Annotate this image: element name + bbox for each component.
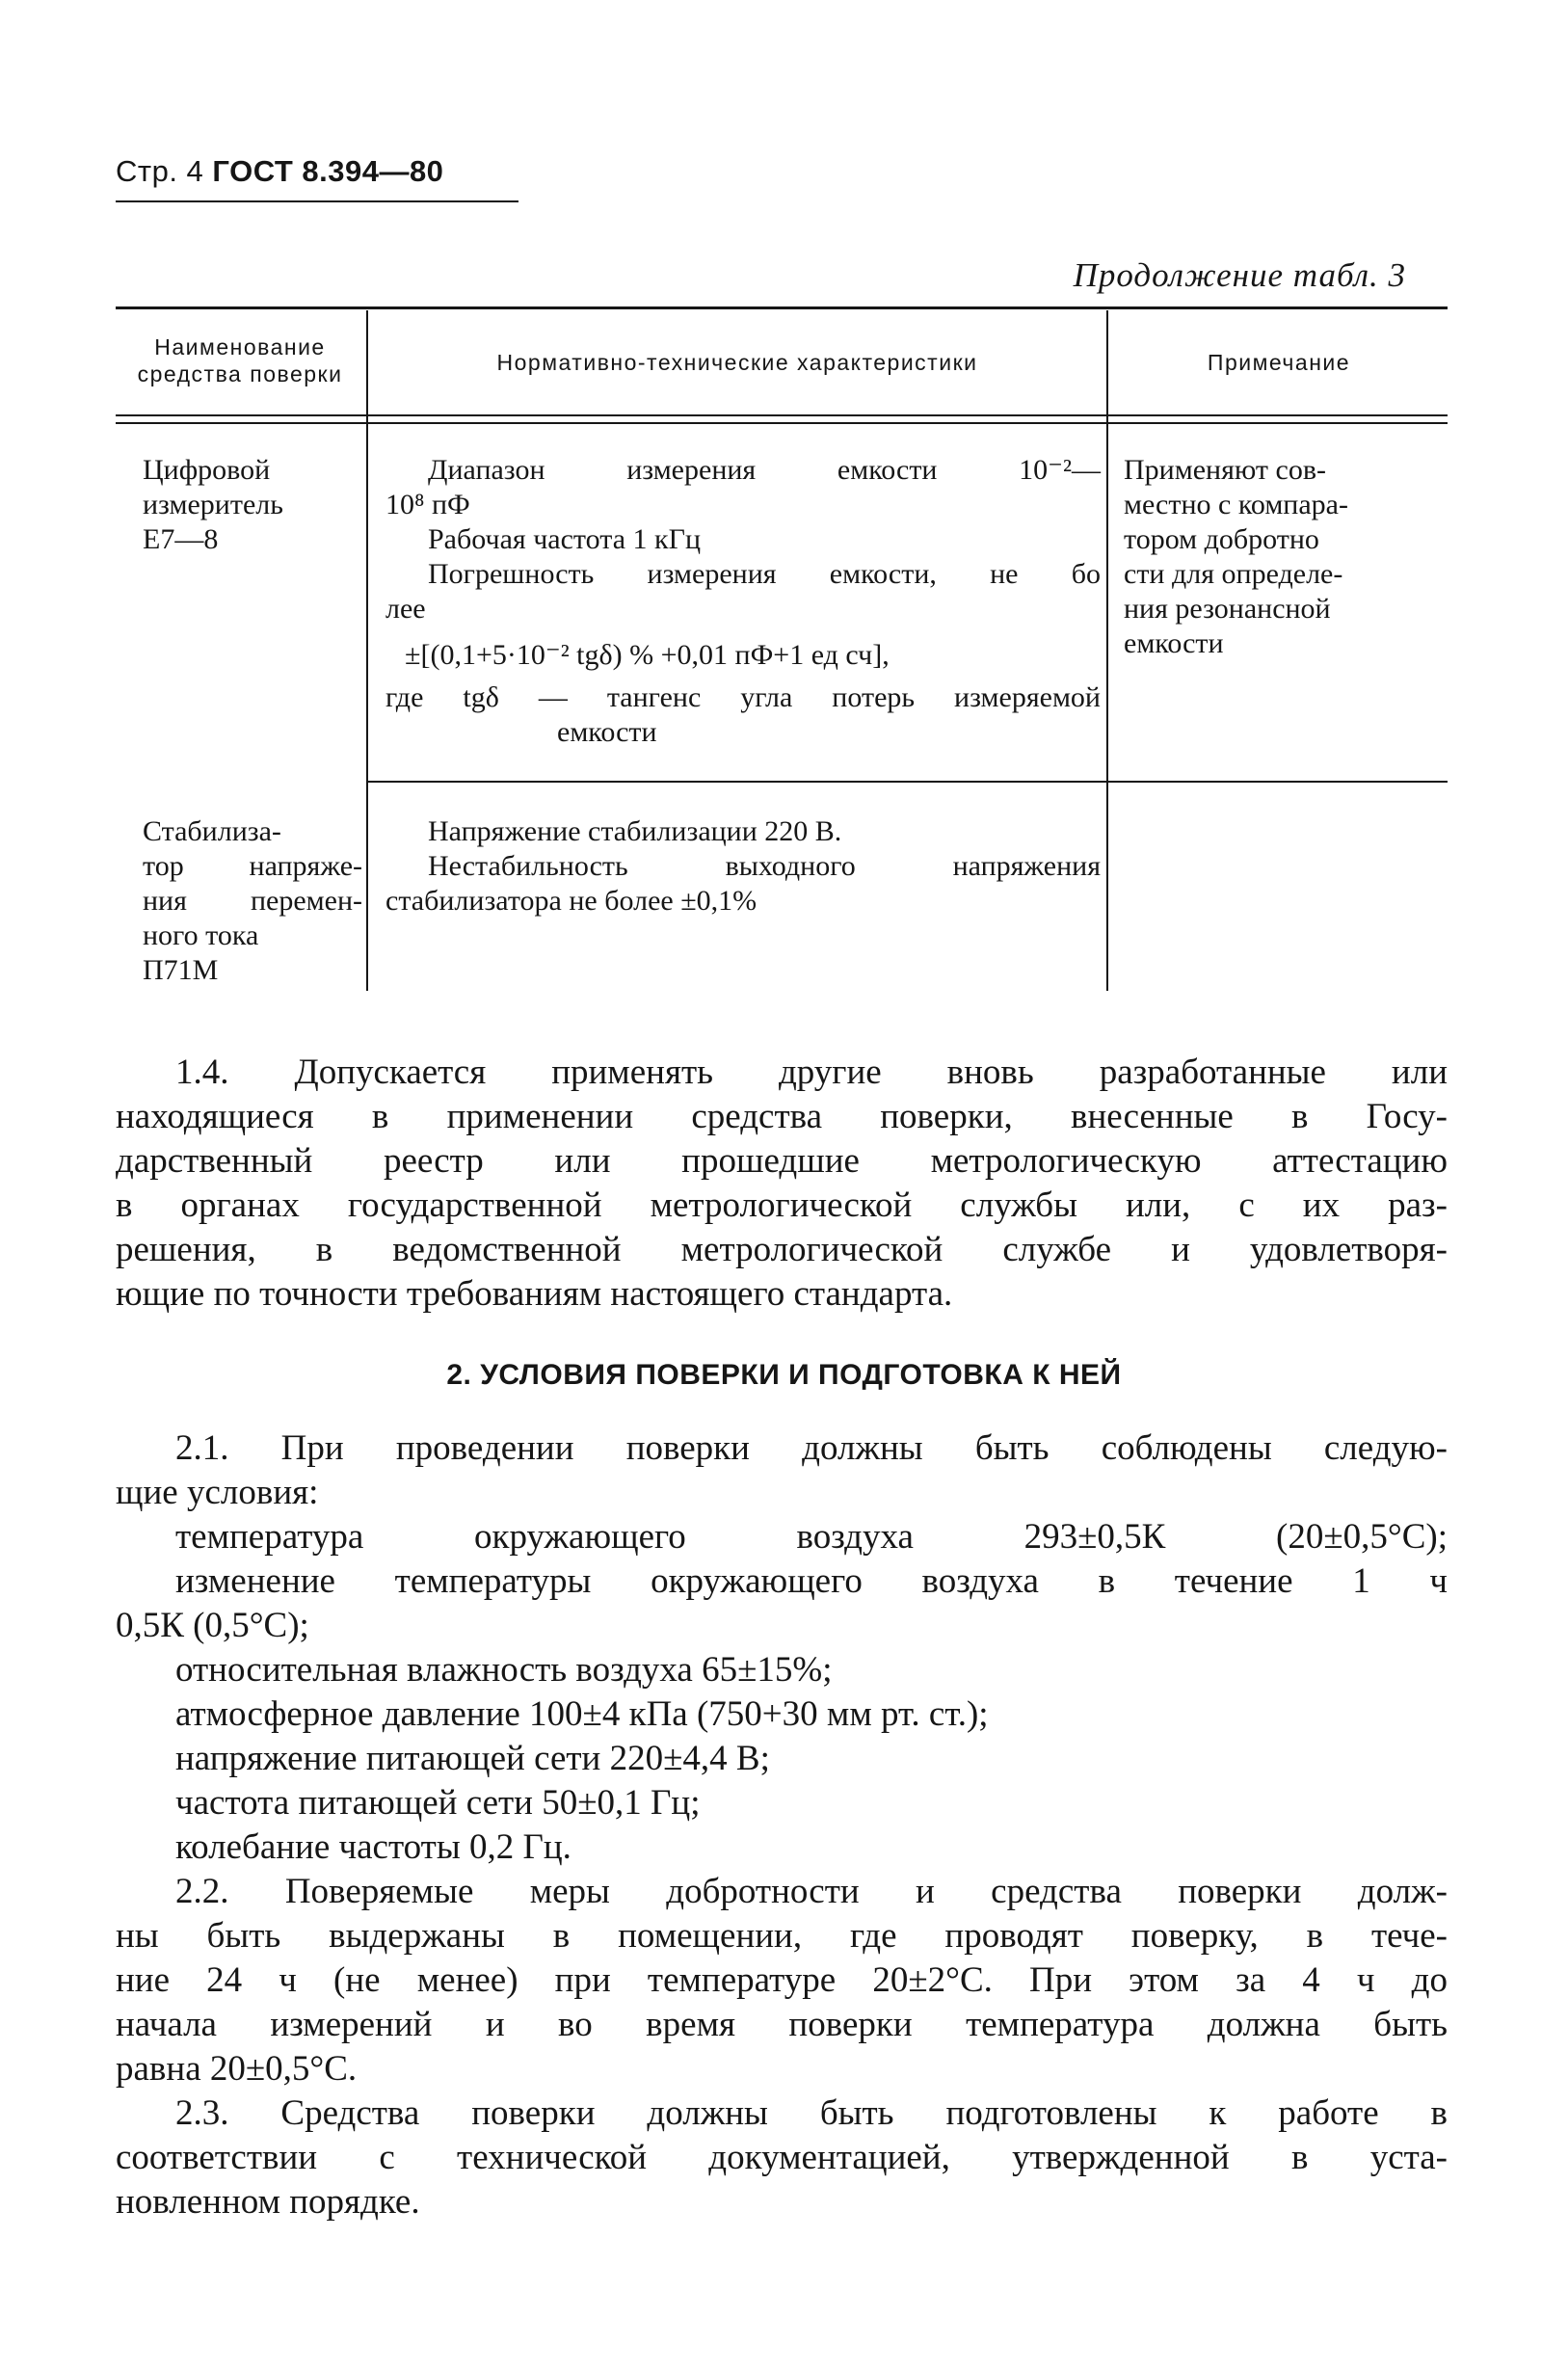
- header-rule-1: [116, 414, 1448, 416]
- paragraph-2-2: [116, 1870, 1448, 2091]
- condition-line: колебание частоты 0,2 Гц.: [175, 1827, 571, 1867]
- row2-name-line: П71М: [143, 954, 219, 986]
- row1-name-line: Цифровой: [143, 454, 271, 486]
- row1-name-line: измеритель: [143, 489, 283, 520]
- header-rule-2: [116, 422, 1448, 424]
- text-line: равна 20±0,5°С.: [116, 2049, 358, 2089]
- note-line: тором добротно: [1124, 523, 1319, 555]
- column-header-specs: Нормативно-технические характеристики: [496, 350, 978, 375]
- section-heading: 2. УСЛОВИЯ ПОВЕРКИ И ПОДГОТОВКА К НЕЙ: [446, 1359, 1122, 1391]
- text-line: начала измерений и во время поверки температура должна быть: [116, 2005, 1448, 2044]
- column-header-name-line2: средства поверки: [137, 361, 343, 386]
- table-top-rule: [116, 306, 1448, 309]
- text-line: ющие по точности требованиям настоящего стандарта.: [116, 1274, 953, 1314]
- row1-specs: [385, 453, 1101, 750]
- condition-line: напряжение питающей сети 220±4,4 В;: [175, 1739, 770, 1778]
- row1-name: [143, 453, 362, 557]
- text-line: находящиеся в применении средства поверки, внесенные в Госу-: [116, 1097, 1448, 1136]
- text-line: ны быть выдержаны в помещении, где проводят поверку, в тече-: [116, 1916, 1448, 1956]
- text-line: 2.1. При проведении поверки должны быть соблюдены следую-: [175, 1428, 1448, 1468]
- condition-line: изменение температуры окружающего воздуха в течение 1 ч: [175, 1561, 1448, 1601]
- text-line: щие условия:: [116, 1473, 319, 1512]
- text-line: 2.3. Средства поверки должны быть подготовлены к работе в: [175, 2093, 1448, 2133]
- running-head: [116, 154, 443, 189]
- text-line: дарственный реестр или прошедшие метрологическую аттестацию: [116, 1141, 1448, 1181]
- column-header-name-line1: Наименование: [154, 334, 326, 360]
- standard-number: ГОСТ 8.394—80: [212, 154, 444, 188]
- column-header-name: [116, 333, 364, 387]
- text-line: в органах государственной метрологической службы или, с их раз-: [116, 1186, 1448, 1225]
- note-line: местно с компара-: [1124, 489, 1348, 520]
- column-rule-1: [366, 310, 368, 991]
- spec-line: Напряжение стабилизации 220 В.: [428, 815, 842, 847]
- condition-line: частота питающей сети 50±0,1 Гц;: [175, 1783, 701, 1823]
- spec-line: Нестабильность выходного напряжения: [428, 850, 1101, 882]
- text-line: соответствии с технической документацией, утвержденной в уста-: [116, 2138, 1448, 2177]
- row2-name: [143, 814, 362, 988]
- row2-name-line: Стабилиза-: [143, 815, 281, 847]
- spec-line: 10⁸ пФ: [385, 489, 470, 520]
- spec-line: емкости: [557, 716, 657, 748]
- spec-line: Диапазон измерения емкости 10⁻²—: [428, 454, 1101, 486]
- text-line: новленном порядке.: [116, 2182, 420, 2222]
- page-number: Стр. 4: [116, 154, 204, 188]
- note-line: Применяют сов-: [1124, 454, 1326, 486]
- row1-note: [1124, 453, 1442, 661]
- row2-name-line: тор напряже-: [143, 850, 362, 882]
- row-rule: [366, 781, 1448, 783]
- row2-name-line: ного тока: [143, 919, 259, 951]
- text-line: 1.4. Допускается применять другие вновь разработанные или: [175, 1052, 1448, 1092]
- spec-line: Рабочая частота 1 кГц: [428, 523, 701, 555]
- note-line: сти для определе-: [1124, 558, 1343, 590]
- paragraph-2-3: [116, 2091, 1448, 2224]
- text-line: ние 24 ч (не менее) при температуре 20±2°С. При этом за 4 ч до: [116, 1960, 1448, 2000]
- running-head-rule: [116, 200, 518, 202]
- column-header-note: Примечание: [1207, 350, 1351, 375]
- condition-line: температура окружающего воздуха 293±0,5К (20±0,5°С);: [175, 1517, 1448, 1557]
- note-line: ния резонансной: [1124, 593, 1331, 625]
- spec-line: Погрешность измерения емкости, не бо: [428, 558, 1101, 590]
- row1-name-line: Е7—8: [143, 523, 219, 555]
- paragraph-1-4: [116, 1051, 1448, 1317]
- spec-line: где tgδ — тангенс угла потерь измеряемой: [385, 681, 1101, 713]
- text-line: решения, в ведомственной метрологической службе и удовлетворя-: [116, 1230, 1448, 1269]
- text-line: 2.2. Поверяемые меры добротности и средства поверки долж-: [175, 1872, 1448, 1911]
- note-line: емкости: [1124, 627, 1224, 659]
- column-rule-2: [1106, 310, 1108, 991]
- formula-line: ±[(0,1+5·10⁻² tgδ) % +0,01 пФ+1 ед сч],: [405, 639, 890, 671]
- table-continuation-label: Продолжение табл. 3: [1073, 256, 1406, 294]
- row2-specs: [385, 814, 1101, 919]
- condition-line: 0,5К (0,5°С);: [116, 1606, 309, 1645]
- paragraph-2-1: [116, 1426, 1448, 1870]
- row2-name-line: ния перемен-: [143, 885, 362, 917]
- spec-line: лее: [385, 593, 426, 625]
- condition-line: атмосферное давление 100±4 кПа (750+30 мм рт. ст.);: [175, 1694, 989, 1734]
- spec-line: стабилизатора не более ±0,1%: [385, 885, 757, 917]
- condition-line: относительная влажность воздуха 65±15%;: [175, 1650, 833, 1690]
